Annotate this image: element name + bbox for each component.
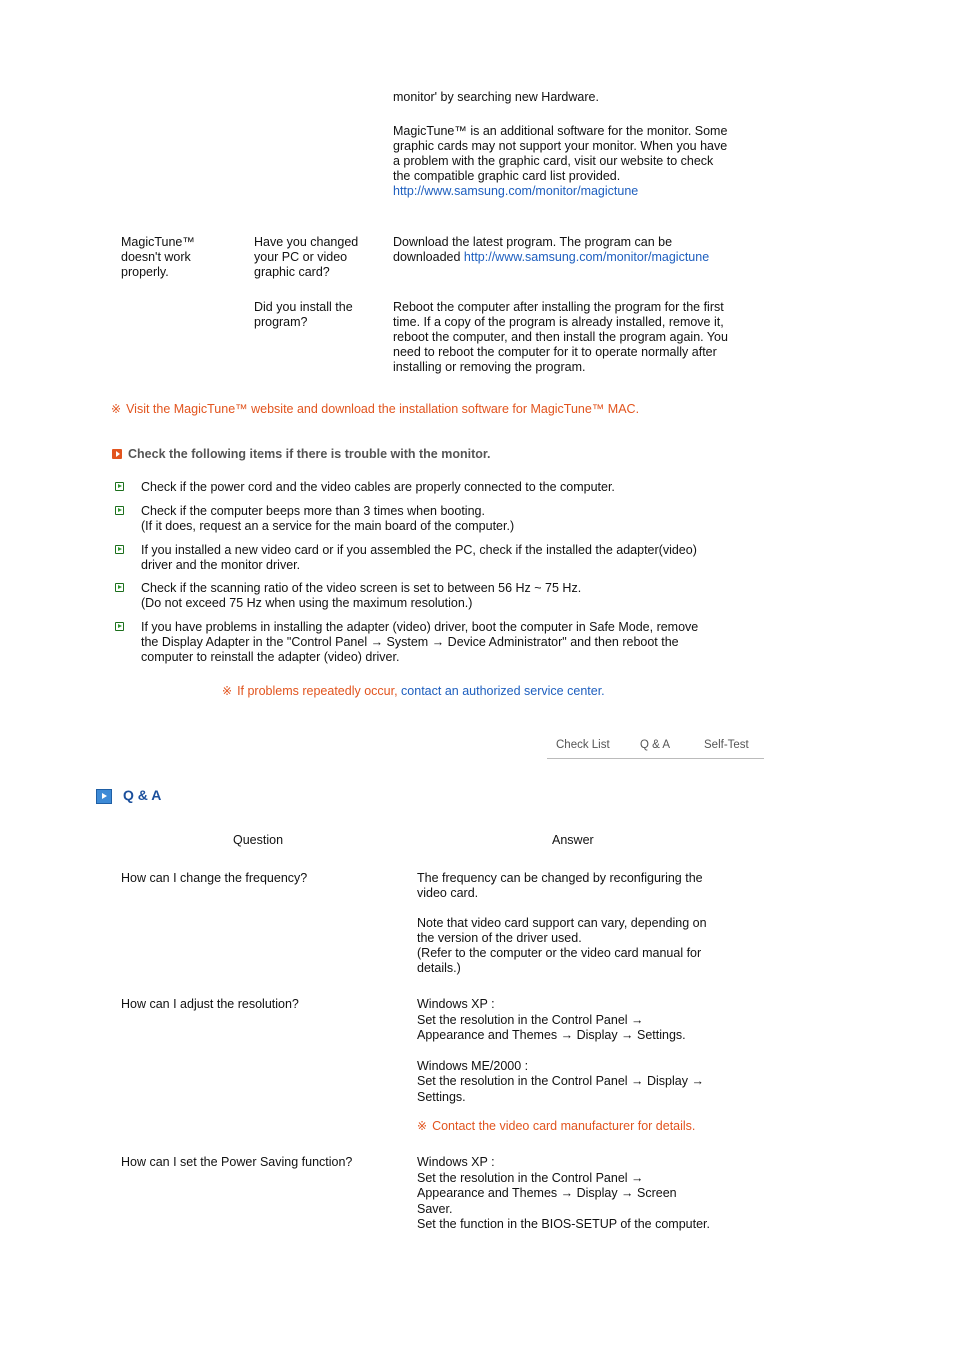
qa-answer-line: Windows XP : bbox=[417, 1155, 495, 1169]
qa-answer-line: details.) bbox=[417, 961, 461, 975]
checklist-item-line: Check if the power cord and the video cables are properly connected to the computer. bbox=[141, 480, 615, 494]
checklist-item-line: If you installed a new video card or if you assembled the PC, check if the installed the adapter(video) bbox=[141, 543, 697, 557]
check-changed-card: Have you changed your PC or video graphic card? bbox=[254, 235, 359, 279]
qa-answer bbox=[417, 1155, 710, 1233]
answer-continued-text: monitor' by searching new Hardware. bbox=[393, 90, 599, 104]
qa-question: How can I adjust the resolution? bbox=[121, 997, 299, 1011]
magictune-info bbox=[393, 124, 733, 199]
symptom-magictune: MagicTune™ doesn't work properly. bbox=[121, 235, 195, 279]
qa-answer-line: Windows ME/2000 : bbox=[417, 1058, 529, 1073]
solution-download bbox=[393, 235, 738, 265]
qa-answer-line: Windows XP : bbox=[417, 997, 495, 1011]
qa-answer bbox=[417, 997, 704, 1135]
qa-arrow-icon bbox=[96, 789, 112, 804]
qa-col-question: Question bbox=[233, 833, 284, 847]
qa-answer-line: The frequency can be changed by reconfiguring the bbox=[417, 871, 703, 885]
mac-note-text: Visit the MagicTune™ website and download the installation software for MagicTune™ MAC. bbox=[126, 402, 640, 416]
magictune-info-text: MagicTune™ is an additional software for the monitor. Some graphic cards may not support your monitor. When you have a problem with the graphic card, visit our website to check the compatible graphic card list provided. bbox=[393, 124, 728, 183]
heading-arrow-icon bbox=[112, 449, 122, 459]
checklist-item-line: (Do not exceed 75 Hz when using the maximum resolution.) bbox=[141, 596, 473, 610]
bullet-icon bbox=[115, 482, 124, 491]
qa-answer-line: Set the function in the BIOS-SETUP of the computer. bbox=[417, 1217, 710, 1231]
note-mark-icon: ※ bbox=[111, 402, 122, 416]
checklist-item-line: If you have problems in installing the adapter (video) driver, boot the computer in Safe Mode, remove bbox=[141, 620, 699, 634]
bullet-icon bbox=[115, 622, 124, 631]
mac-note bbox=[111, 402, 639, 417]
qa-answer bbox=[417, 871, 707, 976]
qa-answer-line: Note that video card support can vary, depending on bbox=[417, 916, 707, 930]
note-mark-icon: ※ bbox=[222, 684, 233, 698]
bullet-icon bbox=[115, 506, 124, 515]
checklist-item-line: computer to reinstall the adapter (video) driver. bbox=[141, 650, 400, 664]
checklist-item-line: (If it does, request an a service for the main board of the computer.) bbox=[141, 519, 515, 533]
bullet-icon bbox=[115, 583, 124, 592]
qa-answer-line: the version of the driver used. bbox=[417, 931, 582, 945]
note-mark-icon: ※ bbox=[417, 1119, 428, 1133]
qa-title: Q & A bbox=[123, 787, 162, 803]
checklist-item bbox=[141, 504, 514, 534]
qa-question: How can I change the frequency? bbox=[121, 871, 308, 885]
qa-answer-line: video card. bbox=[417, 886, 479, 900]
checklist-item bbox=[141, 581, 581, 611]
checklist-item bbox=[141, 480, 615, 495]
tab-self-test[interactable]: Self-Test bbox=[704, 739, 749, 751]
checklist-item-line: driver and the monitor driver. bbox=[141, 558, 301, 572]
service-note-text: If problems repeatedly occur, bbox=[237, 684, 398, 698]
download-link[interactable]: http://www.samsung.com/monitor/magictune bbox=[463, 250, 710, 264]
solution-reboot: Reboot the computer after installing the program for the first time. If a copy of the program is already installed, remove it, reboot the computer, and then install the program again. You need to reboot the computer for it to operate normally after installing or removing the program. bbox=[393, 300, 728, 374]
qa-answer-line: Appearance and Themes → Display → Settings. bbox=[417, 1028, 686, 1042]
tab-qa[interactable]: Q & A bbox=[640, 739, 671, 751]
checklist-item bbox=[141, 620, 698, 665]
checklist-item-line: the Display Adapter in the "Control Panel → System → Device Administrator" and then reboot the bbox=[141, 635, 679, 649]
qa-col-answer: Answer bbox=[552, 833, 594, 847]
checklist-item bbox=[141, 543, 697, 573]
bullet-icon bbox=[115, 545, 124, 554]
checklist-heading: Check the following items if there is trouble with the monitor. bbox=[128, 447, 491, 461]
qa-answer-line: Appearance and Themes → Display → Screen bbox=[417, 1186, 677, 1200]
qa-answer-note bbox=[417, 1119, 704, 1135]
qa-answer-line: Set the resolution in the Control Panel → Display → bbox=[417, 1074, 704, 1088]
tab-check-list[interactable]: Check List bbox=[556, 739, 610, 751]
service-center-link[interactable]: contact an authorized service center. bbox=[401, 684, 605, 698]
magictune-link[interactable]: http://www.samsung.com/monitor/magictune bbox=[393, 184, 639, 198]
qa-answer-line: (Refer to the computer or the video card manual for bbox=[417, 946, 702, 960]
qa-answer-line: Settings. bbox=[417, 1089, 466, 1104]
service-note bbox=[222, 684, 605, 699]
qa-answer-line: Set the resolution in the Control Panel → bbox=[417, 1170, 644, 1185]
solution-download-text: Download the latest program. The program can be downloaded bbox=[393, 235, 673, 264]
qa-question: How can I set the Power Saving function? bbox=[121, 1155, 353, 1169]
check-installed: Did you install the program? bbox=[254, 300, 353, 329]
qa-answer-line: Saver. bbox=[417, 1201, 453, 1216]
qa-note-text: Contact the video card manufacturer for details. bbox=[432, 1119, 696, 1133]
qa-answer-line: Set the resolution in the Control Panel → bbox=[417, 1012, 644, 1027]
checklist-item-line: Check if the computer beeps more than 3 times when booting. bbox=[141, 504, 485, 518]
section-tabs bbox=[547, 733, 764, 759]
checklist-item-line: Check if the scanning ratio of the video screen is set to between 56 Hz ~ 75 Hz. bbox=[141, 581, 582, 595]
